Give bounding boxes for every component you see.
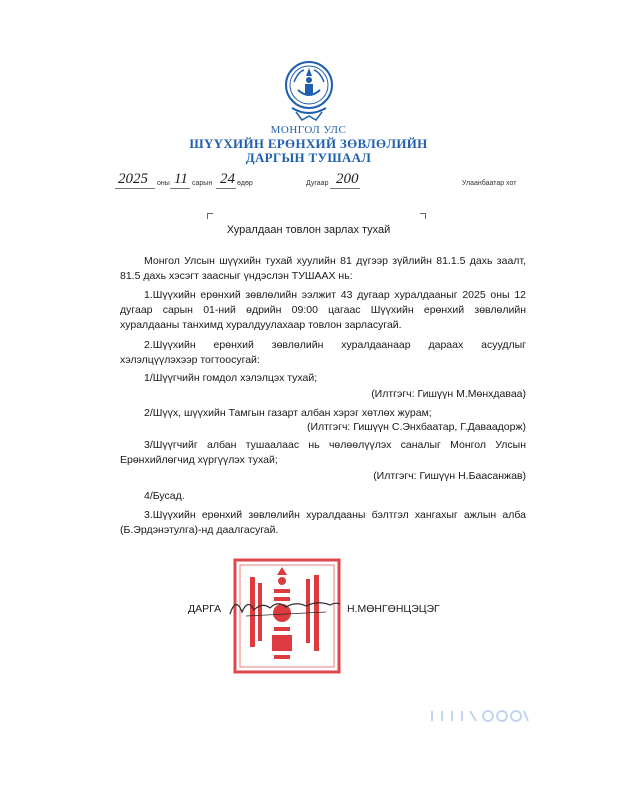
date-month-line [170, 188, 190, 189]
number-label: Дугаар [306, 180, 329, 187]
state-emblem-icon [284, 60, 334, 124]
date-year-label: оны [157, 180, 170, 187]
document-number-line [330, 188, 360, 189]
signatory-title: ДАРГА [188, 603, 222, 615]
signatory-name: Н.МӨНГӨНЦЭЦЭГ [347, 603, 440, 615]
title-bracket-right [420, 213, 426, 219]
date-year-line [115, 188, 155, 189]
date-month: 11 [174, 171, 188, 187]
country-name: МОНГОЛ УЛС [270, 124, 347, 136]
agenda-item-3: 3/Шүүгчийг албан тушаалаас нь чөлөөлүүлэх саналыг Монгол Улсын Ерөнхийлөгчид хүргүүлэх тухай; [120, 439, 526, 466]
date-day: 24 [220, 171, 235, 187]
date-year: 2025 [118, 171, 148, 187]
document-type: ДАРГЫН ТУШААЛ [245, 150, 372, 165]
place-name: Улаанбаатар хот [462, 180, 517, 187]
clause-3: 3.Шүүхийн ерөнхий зөвлөлийн хуралдааны бэлтгэл хангахыг ажлын алба (Б.Эрдэнэтулга)-нд даалгасугай. [120, 509, 526, 536]
preamble: Монгол Улсын шүүхийн тухай хуулийн 81 дүгээр зүйлийн 81.1.5 дахь заалт, 81.5 дахь хэсэгт заасныг үндэслэн ТУШААХ нь: [120, 255, 526, 282]
agenda-item-4: 4/Бусад. [144, 490, 185, 502]
document-watermark-icon [428, 708, 530, 724]
agenda-item-2-presenter: (Илтгэгч: Гишүүн С.Энхбаатар, Г.Даваадорж) [306, 421, 526, 433]
handwritten-signature [226, 592, 344, 620]
date-day-line [216, 188, 236, 189]
document-title: Хуралдаан товлон зарлах тухай [226, 224, 391, 236]
agenda-item-1: 1/Шүүгчийн гомдол хэлэлцэх тухай; [144, 372, 318, 384]
title-bracket-left [207, 213, 213, 219]
date-day-label: өдөр [237, 180, 253, 187]
document-number: 200 [336, 171, 359, 187]
agenda-item-1-presenter: (Илтгэгч: Гишүүн М.Мөнхдаваа) [371, 388, 526, 400]
clause-1: 1.Шүүхийн ерөнхий зөвлөлийн ээлжит 43 дугаар хуралдааныг 2025 оны 12 дугаар сарын 01-ний өдрийн 09:00 цагаас Шүүхийн ерөнхий зөвлөлийн хуралдааны танхимд хуралдуулахаар товлон зарласугай. [120, 289, 526, 331]
agenda-item-2: 2/Шүүх, шүүхийн Тамгын газарт албан хэрэг хөтлөх журам; [144, 407, 432, 419]
clause-2: 2.Шүүхийн ерөнхий зөвлөлийн хуралдаанаар дараах асуудлыг хэлэлцүүлэхээр тогтоосугай: [120, 339, 526, 366]
institution-name: ШҮҮХИЙН ЕРӨНХИЙ ЗӨВЛӨЛИЙН [189, 136, 428, 151]
date-month-label: сарын [192, 180, 213, 187]
agenda-item-3-presenter: (Илтгэгч: Гишүүн Н.Баасанжав) [373, 470, 526, 482]
